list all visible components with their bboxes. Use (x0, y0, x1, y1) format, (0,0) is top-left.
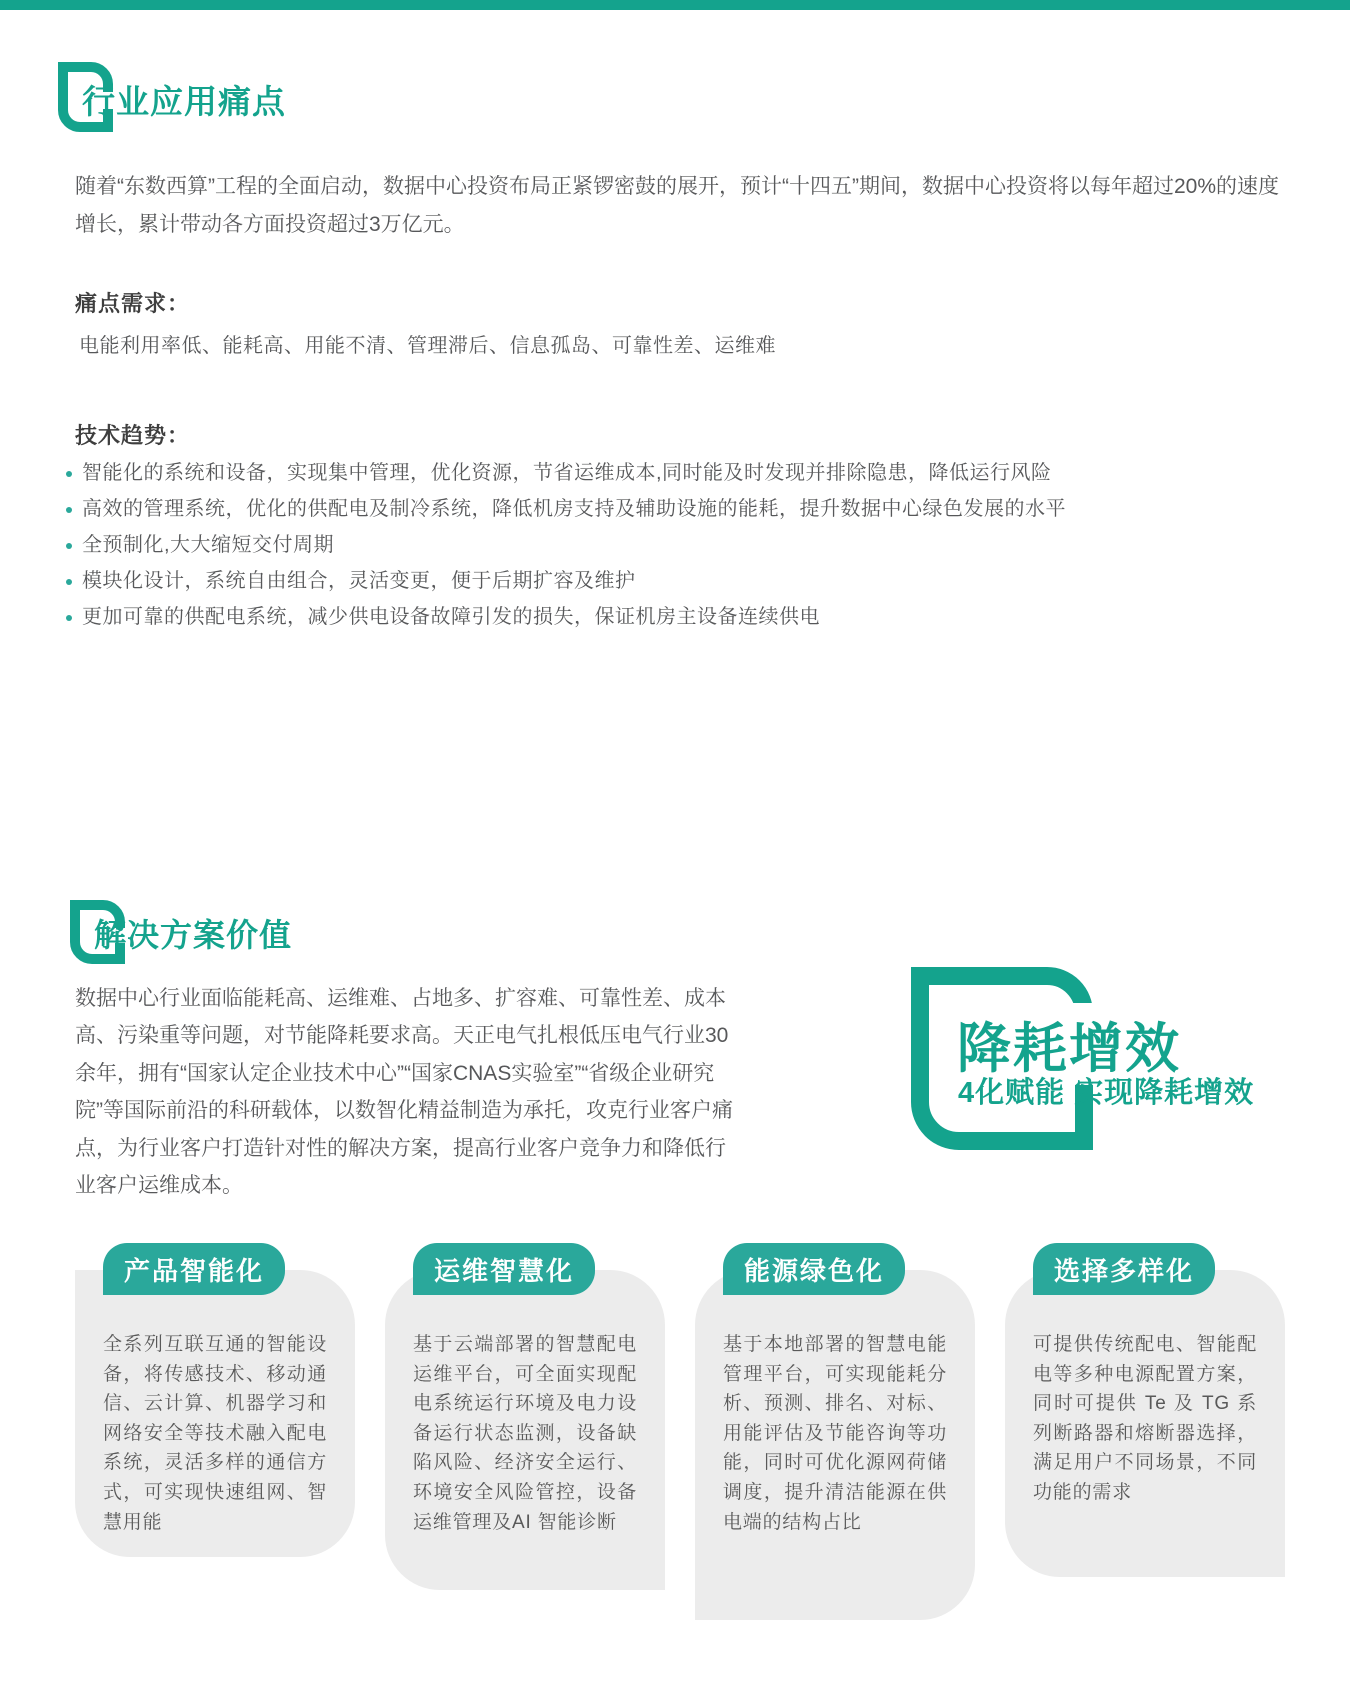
list-item-text: 模块化设计，系统自由组合，灵活变更，便于后期扩容及维护 (82, 570, 636, 592)
bullet-dot-icon (66, 579, 72, 585)
callout-subtitle: 4化赋能 实现降耗增效 (958, 1077, 1255, 1109)
bullet-dot-icon (66, 615, 72, 621)
tech-trends-label: 技术趋势： (75, 423, 191, 448)
callout-title: 降耗增效 (957, 1019, 1181, 1079)
list-item-text: 高效的管理系统，优化的供配电及制冷系统，降低机房支持及辅助设施的能耗，提升数据中心绿色发展的水平 (82, 498, 1066, 520)
section1-title: 行业应用痛点 (82, 83, 286, 120)
bullet-dot-icon (66, 543, 72, 549)
pain-points-text: 电能利用率低、能耗高、用能不清、管理滞后、信息孤岛、可靠性差、运维难 (79, 335, 776, 357)
card-title-badge: 选择多样化 (1033, 1243, 1215, 1295)
list-item (66, 462, 1216, 485)
card-body-text: 基于云端部署的智慧配电运维平台，可全面实现配电系统运行环境及电力设备运行状态监测，设备缺陷风险、经济安全运行、环境安全风险管控，设备运维管理及AI 智能诊断 (385, 1270, 665, 1590)
list-item (66, 498, 1216, 521)
section2-paragraph: 数据中心行业面临能耗高、运维难、占地多、扩容难、可靠性差、成本高、污染重等问题，对节能降耗要求高。天正电气扎根低压电气行业30余年，拥有“国家认定企业技术中心”“国家CNAS实验室”“省级企业研究院”等国际前沿的科研载体，以数智化精益制造为承托，攻克行业客户痛点，为行业客户打造针对性的解决方案，提高行业客户竞争力和降低行业客户运维成本。 (75, 987, 733, 1198)
card-body-text: 全系列互联互通的智能设备，将传感技术、移动通信、云计算、机器学习和网络安全等技术融入配电系统，灵活多样的通信方式，可实现快速组网、智慧用能 (75, 1270, 355, 1557)
card-title-badge: 运维智慧化 (413, 1243, 595, 1295)
card-smart-operations (385, 1243, 665, 1590)
section1-intro-paragraph: 随着“东数西算”工程的全面启动，数据中心投资布局正紧锣密鼓的展开，预计“十四五”期间，数据中心投资将以每年超过20%的速度增长，累计带动各方面投资超过3万亿元。 (75, 175, 1279, 236)
bullet-dot-icon (66, 507, 72, 513)
card-body-text: 基于本地部署的智慧电能管理平台，可实现能耗分析、预测、排名、对标、用能评估及节能咨询等功能，同时可优化源网荷储调度，提升清洁能源在供电端的结构占比 (695, 1270, 975, 1620)
card-diverse-options (1005, 1243, 1285, 1577)
card-product-intelligence (75, 1243, 355, 1557)
list-item-text: 更加可靠的供配电系统，减少供电设备故障引发的损失，保证机房主设备连续供电 (82, 606, 820, 628)
list-item (66, 606, 1216, 629)
section2-title: 解决方案价值 (94, 917, 293, 953)
card-title-badge: 能源绿色化 (723, 1243, 905, 1295)
list-item-text: 全预制化,大大缩短交付周期 (82, 534, 335, 556)
list-item-text: 智能化的系统和设备，实现集中管理，优化资源，节省运维成本,同时能及时发现并排除隐患，降低运行风险 (82, 462, 1052, 484)
top-accent-bar (0, 0, 1350, 10)
card-body-text: 可提供传统配电、智能配电等多种电源配置方案，同时可提供 Te 及 TG 系列断路器和熔断器选择，满足用户不同场景，不同功能的需求 (1005, 1270, 1285, 1577)
list-item (66, 570, 1216, 593)
list-item (66, 534, 1216, 557)
card-green-energy (695, 1243, 975, 1620)
card-title-badge: 产品智能化 (103, 1243, 285, 1295)
value-cards (75, 1243, 1285, 1643)
bullet-dot-icon (66, 471, 72, 477)
tech-trends-list (66, 462, 1216, 642)
pain-points-label: 痛点需求： (75, 291, 191, 316)
